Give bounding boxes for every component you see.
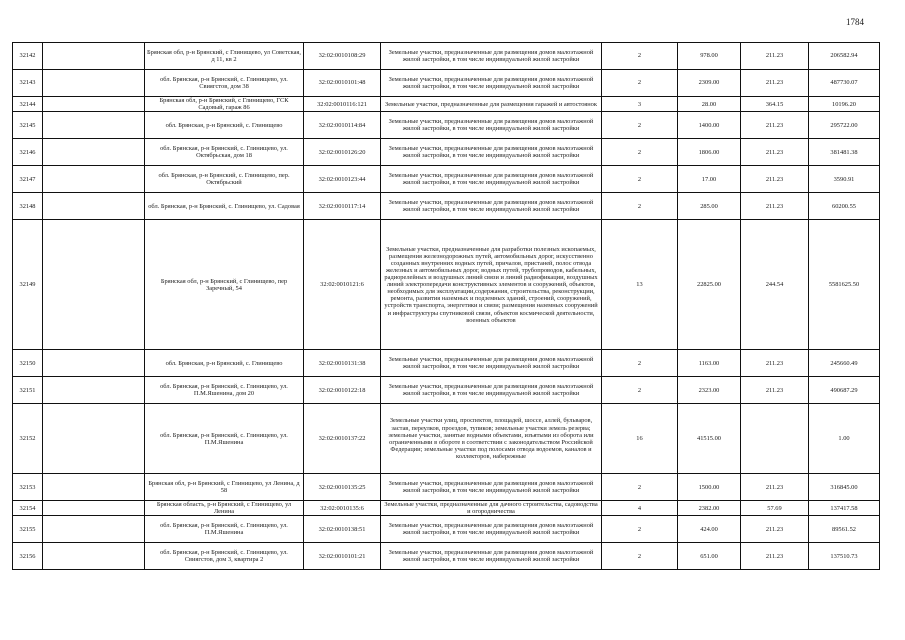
use-group: 2 (602, 350, 678, 377)
page-number: 1784 (846, 17, 864, 27)
specific-value (741, 404, 809, 474)
specific-value: 211.23 (741, 139, 809, 166)
specific-value: 211.23 (741, 474, 809, 501)
specific-value: 211.23 (741, 543, 809, 570)
table-row (13, 501, 880, 516)
address: обл. Брянская, р-н Брянский, с. Глинищево (145, 350, 304, 377)
land-use-purpose: Земельные участки, предназначенные для размещения домов малоэтажной жилой застройки, в том числе индивидуальной жилой застройки (381, 350, 602, 377)
cadastral-value: 245660.49 (809, 350, 880, 377)
area: 1500.00 (678, 474, 741, 501)
use-group: 2 (602, 377, 678, 404)
land-use-purpose: Земельные участки, предназначенные для размещения домов малоэтажной жилой застройки, в том числе индивидуальной жилой застройки (381, 193, 602, 220)
row-number: 32150 (13, 350, 43, 377)
specific-value: 57.69 (741, 501, 809, 516)
specific-value: 211.23 (741, 193, 809, 220)
blank-cell (43, 70, 145, 97)
row-number: 32143 (13, 70, 43, 97)
land-use-purpose: Земельные участки, предназначенные для размещения домов малоэтажной жилой застройки, в том числе индивидуальной жилой застройки (381, 139, 602, 166)
blank-cell (43, 166, 145, 193)
cadastral-value: 10196.20 (809, 97, 880, 112)
row-number: 32153 (13, 474, 43, 501)
use-group: 2 (602, 193, 678, 220)
cadastral-value: 89561.52 (809, 516, 880, 543)
land-use-purpose: Земельные участки, предназначенные для размещения домов малоэтажной жилой застройки, в том числе индивидуальной жилой застройки (381, 43, 602, 70)
address: обл. Брянская, р-н Брянский, с. Глинищево, ул. Свиягстов, дом 38 (145, 70, 304, 97)
cadastral-number: 32:02:0010123:44 (304, 166, 381, 193)
land-use-purpose: Земельные участки, предназначенные для разработки полезных ископаемых, размещения железнодорожных путей, автомобильных дорог, искусственно созданных внутренних водных путей, причалов, пристаней, полос отвода железных и автомобильных дорог, водных путей, трубопроводов, кабельных, радиорелейных и воздушных линий связи и линий радиофикации, воздушных линий электропередачи конструктивных элементов и сооружений, объектов, необходимых для эксплуатации,содержания, строительства, реконструкции, ремонта, развития наземных и подземных зданий, строений, сооружений, устройств транспорта, энергетики и связи; размещения наземных сооружений и инфраструктуры спутниковой связи, объектов космической деятельности, военных объектов (381, 220, 602, 350)
table-row (13, 139, 880, 166)
cadastral-number: 32:02:0010137:22 (304, 404, 381, 474)
blank-cell (43, 516, 145, 543)
use-group: 16 (602, 404, 678, 474)
address: обл. Брянская, р-н Брянский, с. Глинищево, ул. Октябрьская, дом 18 (145, 139, 304, 166)
address: обл. Брянская, р-н Брянский, с. Глинищево, ул. Свиягстов, дом 3, квартира 2 (145, 543, 304, 570)
cadastral-number: 32:02:0010116:121 (304, 97, 381, 112)
cadastral-number: 32:02:0010114:84 (304, 112, 381, 139)
cadastral-value: 137417.58 (809, 501, 880, 516)
land-use-purpose: Земельные участки, предназначенные для размещения домов малоэтажной жилой застройки, в том числе индивидуальной жилой застройки (381, 377, 602, 404)
specific-value: 211.23 (741, 112, 809, 139)
blank-cell (43, 97, 145, 112)
cadastral-number: 32:02:0010131:38 (304, 350, 381, 377)
use-group: 2 (602, 516, 678, 543)
address: обл. Брянская, р-н Брянский, с. Глинищево, ул. П.М.Яшенина, дом 20 (145, 377, 304, 404)
area: 2382.00 (678, 501, 741, 516)
cadastral-number: 32:02:0010101:21 (304, 543, 381, 570)
land-use-purpose: Земельные участки, предназначенные для размещения домов малоэтажной жилой застройки, в том числе индивидуальной жилой застройки (381, 112, 602, 139)
row-number: 32144 (13, 97, 43, 112)
use-group: 2 (602, 166, 678, 193)
table-row (13, 404, 880, 474)
use-group: 2 (602, 474, 678, 501)
cadastral-value: 381481.38 (809, 139, 880, 166)
cadastral-number: 32:02:0010126:20 (304, 139, 381, 166)
cadastral-number: 32:02:0010122:18 (304, 377, 381, 404)
use-group: 2 (602, 43, 678, 70)
area: 651.00 (678, 543, 741, 570)
area: 2323.00 (678, 377, 741, 404)
land-use-purpose: Земельные участки, предназначенные для размещения домов малоэтажной жилой застройки, в том числе индивидуальной жилой застройки (381, 166, 602, 193)
blank-cell (43, 350, 145, 377)
specific-value: 211.23 (741, 377, 809, 404)
address: обл. Брянская, р-н Брянский, с. Глинищево, ул. П.М.Яшенина (145, 404, 304, 474)
cadastral-number: 32:02:0010101:48 (304, 70, 381, 97)
area: 978.00 (678, 43, 741, 70)
area: 1163.00 (678, 350, 741, 377)
area: 285.00 (678, 193, 741, 220)
specific-value: 244.54 (741, 220, 809, 350)
row-number: 32152 (13, 404, 43, 474)
table-row (13, 220, 880, 350)
area: 1806.00 (678, 139, 741, 166)
use-group: 2 (602, 139, 678, 166)
row-number: 32145 (13, 112, 43, 139)
address: обл. Брянская, р-н Брянский, с. Глинищево, ул. Садовая (145, 193, 304, 220)
address: Брянская обл, р-н Брянский, с Глинищево, ул Советская, д 11, кв 2 (145, 43, 304, 70)
cadastral-number: 32:02:0010121:6 (304, 220, 381, 350)
specific-value: 364.15 (741, 97, 809, 112)
use-group: 3 (602, 97, 678, 112)
specific-value: 211.23 (741, 43, 809, 70)
cadastral-value-table (12, 42, 880, 570)
blank-cell (43, 474, 145, 501)
land-use-purpose: Земельные участки, предназначенные для размещения домов малоэтажной жилой застройки, в том числе индивидуальной жилой застройки (381, 474, 602, 501)
table-row (13, 350, 880, 377)
table-row (13, 193, 880, 220)
blank-cell (43, 112, 145, 139)
cadastral-value: 316845.00 (809, 474, 880, 501)
table-row (13, 97, 880, 112)
land-use-purpose: Земельные участки, предназначенные для размещения гаражей и автостоянок (381, 97, 602, 112)
address: Брянская обл, р-н Брянский, с Глинищево, ГСК Садовый, гараж 86 (145, 97, 304, 112)
land-use-purpose: Земельные участки улиц, проспектов, площадей, шоссе, аллей, бульваров, застав, переулков, проездов, тупиков; земельные участки земель резерва; земельные участки, занятые водными объектами, изъятыми из оборота или ограниченными в обороте в соответствии с законодательством Российской Федерации; земельные участки под полосами отвода водоемов, каналов и коллекторов, набережные (381, 404, 602, 474)
blank-cell (43, 193, 145, 220)
cadastral-value: 295722.00 (809, 112, 880, 139)
specific-value: 211.23 (741, 516, 809, 543)
cadastral-number: 32:02:0010138:51 (304, 516, 381, 543)
blank-cell (43, 220, 145, 350)
land-use-purpose: Земельные участки, предназначенные для дачного строительства, садоводства и огородничества (381, 501, 602, 516)
cadastral-value: 5581625.50 (809, 220, 880, 350)
blank-cell (43, 404, 145, 474)
cadastral-value: 490687.29 (809, 377, 880, 404)
use-group: 13 (602, 220, 678, 350)
area: 17.00 (678, 166, 741, 193)
land-use-purpose: Земельные участки, предназначенные для размещения домов малоэтажной жилой застройки, в том числе индивидуальной жилой застройки (381, 543, 602, 570)
blank-cell (43, 501, 145, 516)
area: 22825.00 (678, 220, 741, 350)
row-number: 32155 (13, 516, 43, 543)
land-use-purpose: Земельные участки, предназначенные для размещения домов малоэтажной жилой застройки, в том числе индивидуальной жилой застройки (381, 70, 602, 97)
blank-cell (43, 43, 145, 70)
table-row (13, 543, 880, 570)
address: Брянская обл, р-н Брянский, с Глинищево, пер Заречный, 54 (145, 220, 304, 350)
use-group: 4 (602, 501, 678, 516)
use-group: 2 (602, 70, 678, 97)
cadastral-number: 32:02:0010135:25 (304, 474, 381, 501)
table-row (13, 70, 880, 97)
area: 1400.00 (678, 112, 741, 139)
row-number: 32154 (13, 501, 43, 516)
cadastral-value: 60200.55 (809, 193, 880, 220)
table-row (13, 166, 880, 193)
cadastral-number: 32:02:0010108:29 (304, 43, 381, 70)
cadastral-value: 206582.94 (809, 43, 880, 70)
address: обл. Брянская, р-н Брянский, с. Глинищево, пер. Октябрьский (145, 166, 304, 193)
use-group: 2 (602, 112, 678, 139)
row-number: 32148 (13, 193, 43, 220)
area: 28.00 (678, 97, 741, 112)
row-number: 32142 (13, 43, 43, 70)
row-number: 32149 (13, 220, 43, 350)
row-number: 32156 (13, 543, 43, 570)
specific-value: 211.23 (741, 166, 809, 193)
table-row (13, 516, 880, 543)
cadastral-value: 1.00 (809, 404, 880, 474)
address: обл. Брянская, р-н Брянский, с. Глинищево, ул. П.М.Яшенина (145, 516, 304, 543)
area: 424.00 (678, 516, 741, 543)
land-use-purpose: Земельные участки, предназначенные для размещения домов малоэтажной жилой застройки, в том числе индивидуальной жилой застройки (381, 516, 602, 543)
row-number: 32146 (13, 139, 43, 166)
table-row (13, 377, 880, 404)
table-row (13, 112, 880, 139)
area: 41515.00 (678, 404, 741, 474)
blank-cell (43, 139, 145, 166)
row-number: 32151 (13, 377, 43, 404)
cadastral-value: 137510.73 (809, 543, 880, 570)
row-number: 32147 (13, 166, 43, 193)
specific-value: 211.23 (741, 350, 809, 377)
blank-cell (43, 377, 145, 404)
cadastral-number: 32:02:0010117:14 (304, 193, 381, 220)
table-row (13, 474, 880, 501)
cadastral-value: 3590.91 (809, 166, 880, 193)
use-group: 2 (602, 543, 678, 570)
specific-value: 211.23 (741, 70, 809, 97)
blank-cell (43, 543, 145, 570)
cadastral-value: 487730.07 (809, 70, 880, 97)
cadastral-number: 32:02:0010135:6 (304, 501, 381, 516)
address: обл. Брянская, р-н Брянский, с. Глинищево (145, 112, 304, 139)
table-row (13, 43, 880, 70)
address: Брянская обл, р-н Брянский, с Глинищево, ул Ленина, д 58 (145, 474, 304, 501)
area: 2309.00 (678, 70, 741, 97)
address: Брянская область, р-н Брянский, с Глинищево, ул Ленина (145, 501, 304, 516)
